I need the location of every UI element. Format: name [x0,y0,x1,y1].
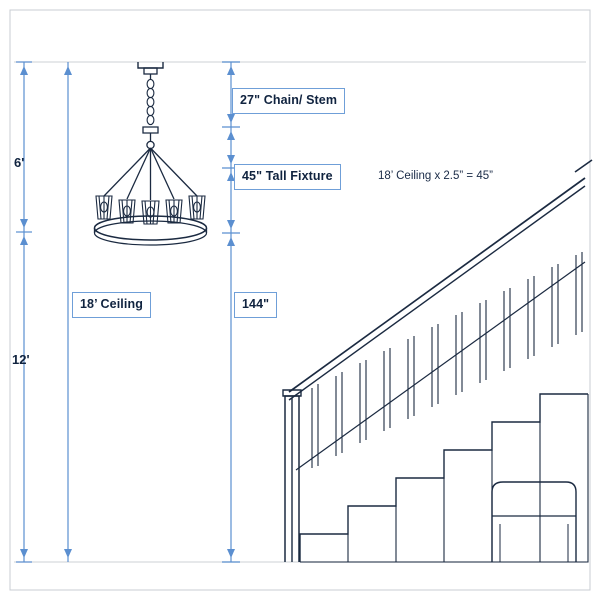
label-measure-144: 144" [234,292,277,318]
label-upper-height: 6' [14,155,25,170]
label-lower-height: 12' [12,352,30,367]
label-tall-fixture: 45" Tall Fixture [234,164,341,190]
label-ceiling-height: 18’ Ceiling [72,292,151,318]
label-formula: 18’ Ceiling x 2.5” = 45” [378,170,493,182]
label-chain-stem: 27" Chain/ Stem [232,88,345,114]
